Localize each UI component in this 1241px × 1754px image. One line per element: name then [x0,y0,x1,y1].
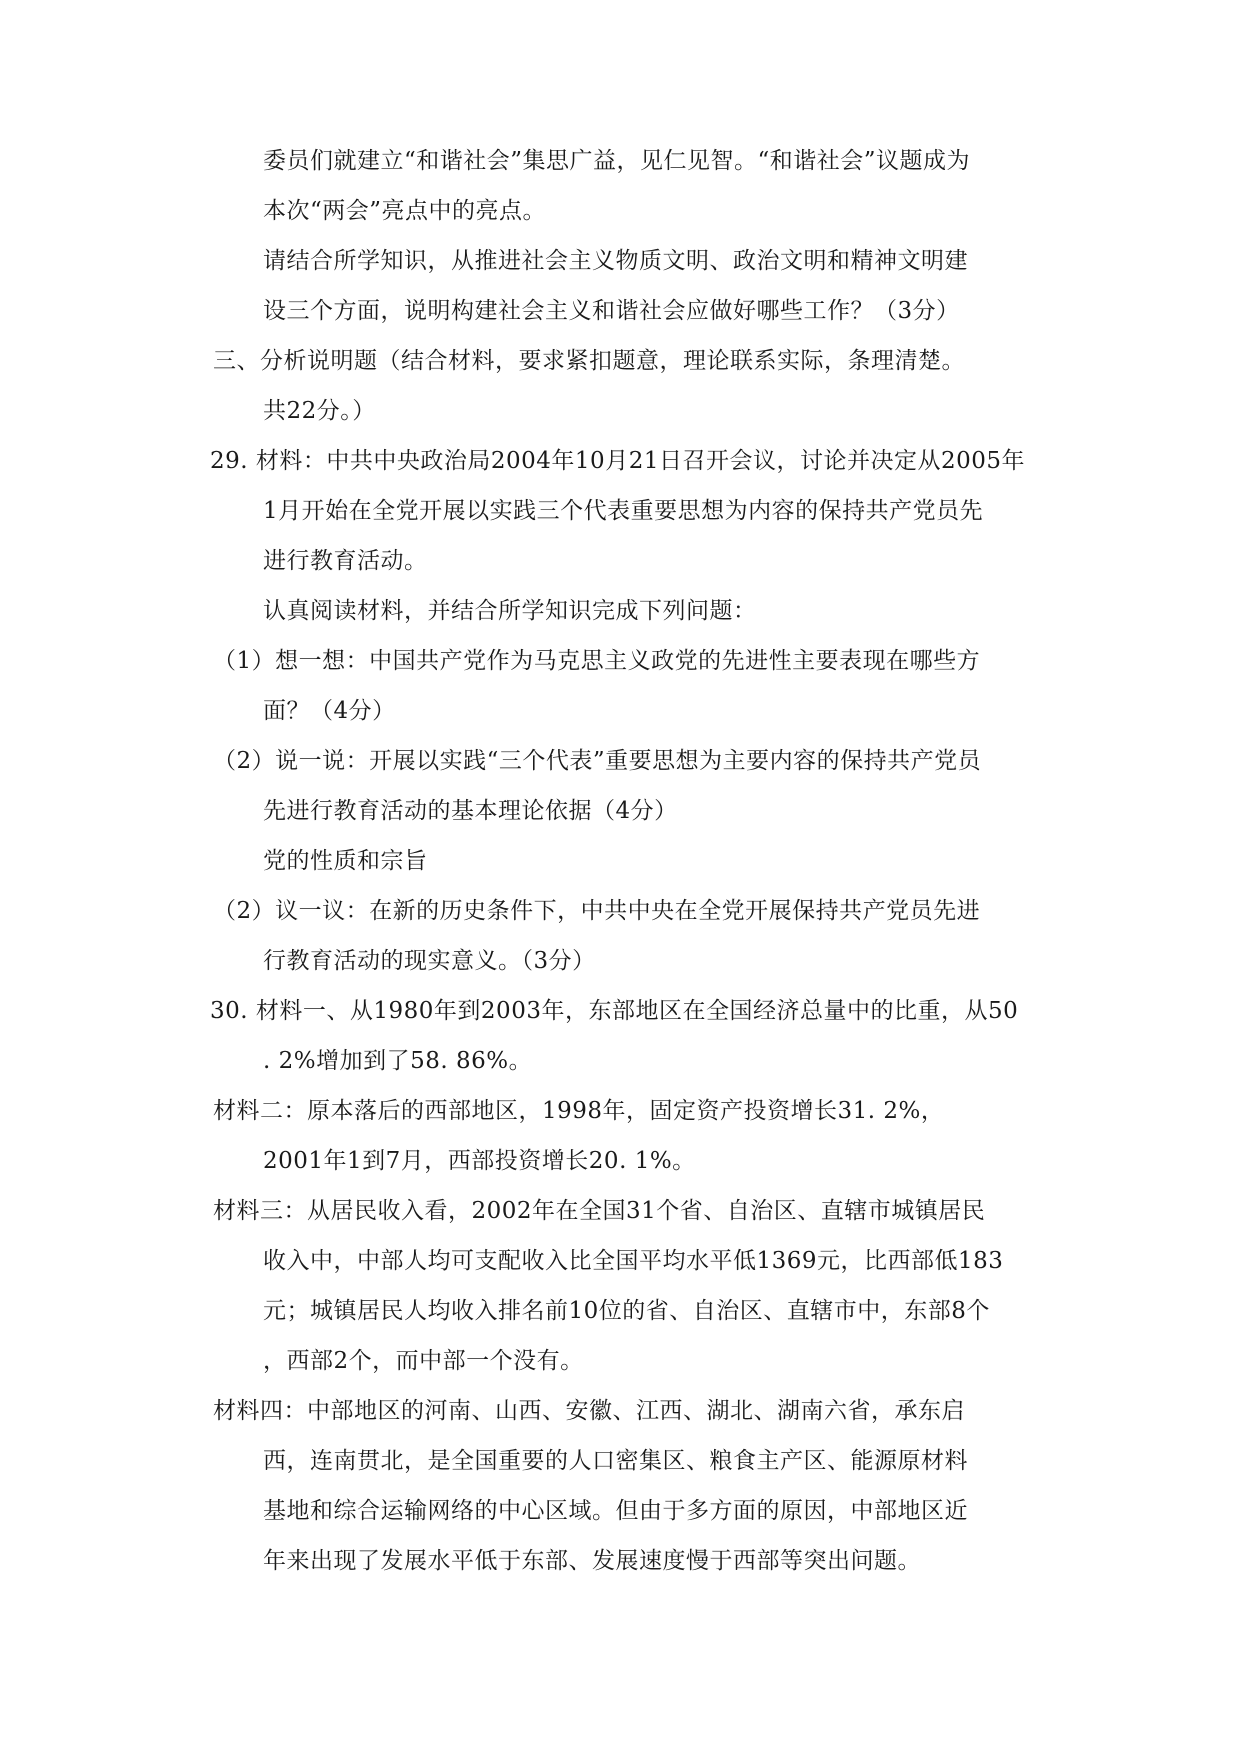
section-heading: 三、分析说明题（结合材料，要求紧扣题意，理论联系实际，条理清楚。 [213,348,965,374]
text-line: 2001年1到7月，西部投资增长20. 1%。 [263,1148,696,1174]
text-line: 行教育活动的现实意义。（3分） [263,948,596,974]
material-4: 材料四：中部地区的河南、山西、安徽、江西、湖北、湖南六省，承东启 [213,1398,965,1424]
text-line: 设三个方面，说明构建社会主义和谐社会应做好哪些工作？（3分） [263,298,960,324]
text-line: 西，连南贯北，是全国重要的人口密集区、粮食主产区、能源原材料 [263,1448,968,1474]
text-line: 面？（4分） [263,698,396,724]
text-line: 党的性质和宗旨 [263,848,428,874]
text-line: 基地和综合运输网络的中心区域。但由于多方面的原因，中部地区近 [263,1498,968,1524]
material-3: 材料三：从居民收入看，2002年在全国31个省、自治区、直辖市城镇居民 [213,1198,986,1224]
question-30: 30. 材料一、从1980年到2003年，东部地区在全国经济总量中的比重，从50 [210,998,1019,1024]
text-line: 先进行教育活动的基本理论依据（4分） [263,798,678,824]
text-line: 认真阅读材料，并结合所学知识完成下列问题： [263,598,757,624]
question-29: 29. 材料：中共中央政治局2004年10月21日召开会议，讨论并决定从2005年 [210,448,1025,474]
sub-question-2: （2）说一说：开展以实践“三个代表”重要思想为主要内容的保持共产党员 [213,748,982,774]
sub-question-3: （2）议一议：在新的历史条件下，中共中央在全党开展保持共产党员先进 [213,898,981,924]
text-line: 委员们就建立“和谐社会”集思广益，见仁见智。“和谐社会”议题成为 [263,148,971,174]
text-line: . 2%增加到了58. 86%。 [263,1048,533,1074]
text-line: 共22分。） [263,398,376,424]
material-2: 材料二：原本落后的西部地区，1998年，固定资产投资增长31. 2%， [213,1098,945,1124]
text-line: 进行教育活动。 [263,548,428,574]
text-line: 收入中，中部人均可支配收入比全国平均水平低1369元，比西部低183 [263,1248,1004,1274]
text-line: 元；城镇居民人均收入排名前10位的省、自治区、直辖市中，东部8个 [263,1298,990,1324]
sub-question-1: （1）想一想：中国共产党作为马克思主义政党的先进性主要表现在哪些方 [213,648,981,674]
text-line: 1月开始在全党开展以实践三个代表重要思想为内容的保持共产党员先 [263,498,984,524]
text-line: ，西部2个，而中部一个没有。 [263,1348,584,1374]
text-line: 年来出现了发展水平低于东部、发展速度慢于西部等突出问题。 [263,1548,921,1574]
text-line: 请结合所学知识，从推进社会主义物质文明、政治文明和精神文明建 [263,248,968,274]
text-line: 本次“两会”亮点中的亮点。 [263,198,547,224]
